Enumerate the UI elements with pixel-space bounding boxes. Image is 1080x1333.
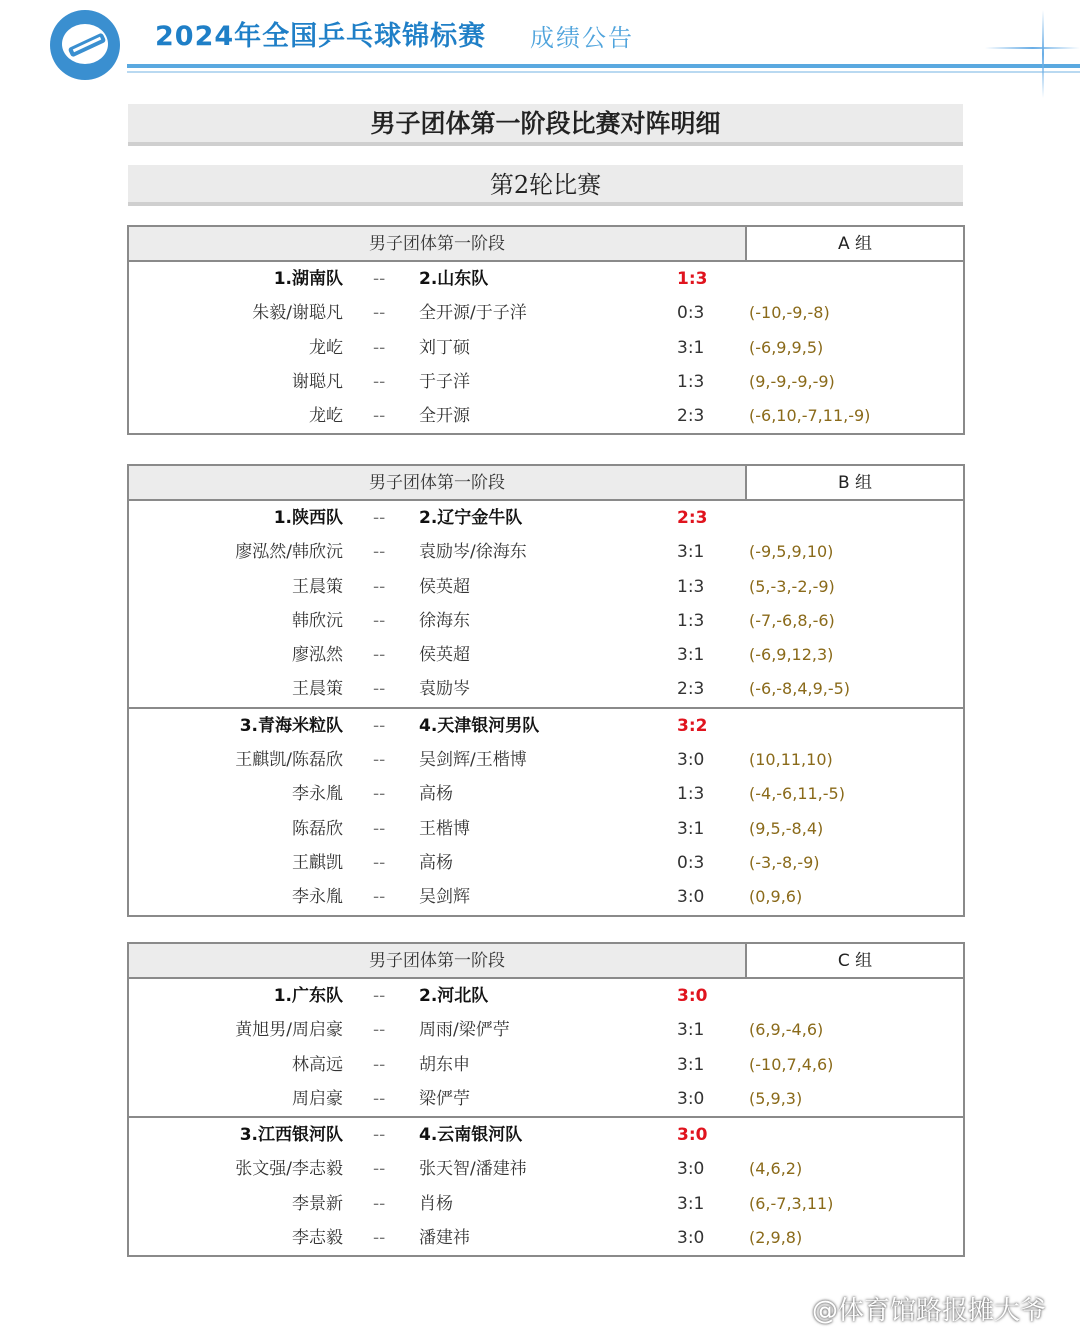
- section-banner-title: 男子团体第一阶段比赛对阵明细: [128, 104, 963, 146]
- round-banner-title: 第2轮比赛: [128, 165, 963, 206]
- team-match-row: [129, 1118, 963, 1152]
- versus-separator: --: [373, 303, 386, 324]
- away-player: 潘建祎: [419, 1228, 470, 1249]
- away-player: 袁励岑: [419, 679, 470, 700]
- away-team: 2.辽宁金牛队: [419, 508, 523, 528]
- game-row: [129, 1187, 963, 1221]
- group-name: C 组: [837, 951, 873, 971]
- home-team: 1.广东队: [273, 986, 343, 1006]
- game-score: 1:3: [677, 576, 705, 597]
- versus-separator: --: [373, 508, 386, 528]
- team-match: [129, 979, 963, 1116]
- group-header: [129, 944, 963, 979]
- versus-separator: --: [373, 337, 386, 358]
- game-detail: (5,-3,-2,-9): [749, 576, 835, 596]
- team-match-row: [129, 709, 963, 743]
- home-player: 王晨策: [292, 679, 343, 700]
- game-row: [129, 1048, 963, 1082]
- game-detail: (6,-7,3,11): [749, 1193, 834, 1213]
- game-detail: (-3,-8,-9): [749, 852, 820, 872]
- team-score: 3:2: [677, 715, 708, 736]
- game-detail: (-6,-8,4,9,-5): [749, 679, 851, 699]
- group-c-table: [127, 942, 965, 1257]
- home-player: 谢聪凡: [292, 371, 343, 392]
- home-player: 李景新: [292, 1193, 343, 1214]
- versus-separator: --: [373, 1125, 386, 1146]
- versus-separator: --: [373, 852, 386, 873]
- home-player: 李永胤: [292, 887, 343, 908]
- away-player: 高杨: [419, 784, 453, 805]
- versus-separator: --: [373, 1228, 386, 1249]
- versus-separator: --: [373, 406, 386, 427]
- page-title: 2024年全国乒乓球锦标赛: [155, 21, 487, 52]
- game-row: [129, 365, 963, 399]
- versus-separator: --: [373, 610, 386, 631]
- group-b-table: [127, 464, 965, 917]
- home-player: 王麒凯/陈磊欣: [235, 750, 343, 771]
- game-score: 3:0: [677, 887, 705, 908]
- team-match: [129, 1116, 963, 1255]
- group-a-table: [127, 225, 965, 435]
- game-score: 1:3: [677, 784, 705, 805]
- versus-separator: --: [373, 1054, 386, 1075]
- away-player: 全开源: [419, 406, 470, 427]
- game-detail: (9,5,-8,4): [749, 818, 824, 838]
- team-score: 3:0: [677, 986, 708, 1006]
- versus-separator: --: [373, 818, 386, 839]
- game-row: [129, 1152, 963, 1186]
- home-player: 黄旭男/周启豪: [235, 1020, 343, 1041]
- header-divider: [127, 64, 1080, 68]
- versus-separator: --: [373, 887, 386, 908]
- stage-label: 男子团体第一阶段: [129, 466, 747, 499]
- game-row: [129, 846, 963, 880]
- group-header: [129, 227, 963, 262]
- game-row: [129, 1013, 963, 1047]
- versus-separator: --: [373, 986, 386, 1006]
- game-score: 3:1: [677, 1054, 705, 1075]
- versus-separator: --: [373, 371, 386, 392]
- group-name: B 组: [837, 473, 873, 493]
- header-divider-thin: [127, 71, 1080, 73]
- game-detail: (-7,-6,8,-6): [749, 610, 835, 630]
- game-row: [129, 672, 963, 706]
- home-player: 陈磊欣: [292, 818, 343, 839]
- game-row: [129, 604, 963, 638]
- game-row: [129, 743, 963, 777]
- home-player: 韩欣沅: [292, 610, 343, 631]
- game-score: 3:1: [677, 542, 705, 563]
- game-row: [129, 570, 963, 604]
- game-row: [129, 399, 963, 433]
- home-team: 3.江西银河队: [239, 1125, 343, 1146]
- team-match: [129, 707, 963, 915]
- away-player: 梁俨苧: [419, 1088, 470, 1109]
- away-player: 周雨/梁俨苧: [419, 1020, 510, 1041]
- game-row: [129, 1082, 963, 1116]
- home-player: 李志毅: [292, 1228, 343, 1249]
- versus-separator: --: [373, 1020, 386, 1041]
- away-player: 王楷博: [419, 818, 470, 839]
- away-player: 侯英超: [419, 576, 470, 597]
- game-score: 3:0: [677, 1228, 705, 1249]
- game-score: 0:3: [677, 303, 705, 324]
- away-player: 吴剑辉: [419, 887, 470, 908]
- away-team: 4.云南银河队: [419, 1125, 523, 1146]
- game-score: 3:0: [677, 1159, 705, 1180]
- versus-separator: --: [373, 645, 386, 666]
- team-match: [129, 262, 963, 433]
- home-player: 李永胤: [292, 784, 343, 805]
- versus-separator: --: [373, 1159, 386, 1180]
- game-score: 1:3: [677, 610, 705, 631]
- away-player: 徐海东: [419, 610, 470, 631]
- game-detail: (0,9,6): [749, 887, 803, 907]
- home-team: 3.青海米粒队: [239, 715, 343, 736]
- group-name: A 组: [837, 234, 873, 254]
- game-detail: (6,9,-4,6): [749, 1020, 824, 1040]
- game-detail: (-6,10,-7,11,-9): [749, 406, 871, 426]
- away-team: 2.山东队: [419, 269, 489, 289]
- sparkle-decoration-horizontal: [985, 47, 1080, 49]
- stage-label: 男子团体第一阶段: [129, 227, 747, 260]
- game-score: 3:1: [677, 645, 705, 666]
- game-row: [129, 638, 963, 672]
- game-score: 3:1: [677, 1193, 705, 1214]
- versus-separator: --: [373, 784, 386, 805]
- watermark: @体育馆路报摊大爷: [812, 1296, 1047, 1326]
- away-player: 吴剑辉/王楷博: [419, 750, 527, 771]
- game-row: [129, 880, 963, 914]
- home-player: 朱毅/谢聪凡: [252, 303, 343, 324]
- game-score: 2:3: [677, 406, 705, 427]
- home-team: 1.陕西队: [273, 508, 343, 528]
- team-match-row: [129, 262, 963, 296]
- home-team: 1.湖南队: [273, 269, 343, 289]
- game-row: [129, 812, 963, 846]
- home-player: 廖泓然: [292, 645, 343, 666]
- sparkle-decoration: [1042, 10, 1044, 98]
- game-row: [129, 535, 963, 569]
- away-player: 全开源/于子洋: [419, 303, 527, 324]
- home-player: 龙屹: [309, 406, 343, 427]
- game-detail: (-9,5,9,10): [749, 542, 834, 562]
- home-player: 张文强/李志毅: [235, 1159, 343, 1180]
- versus-separator: --: [373, 1088, 386, 1109]
- team-match-row: [129, 979, 963, 1013]
- game-detail: (-4,-6,11,-5): [749, 784, 845, 804]
- versus-separator: --: [373, 750, 386, 771]
- away-player: 于子洋: [419, 371, 470, 392]
- game-row: [129, 1221, 963, 1255]
- game-detail: (2,9,8): [749, 1228, 803, 1248]
- team-score: 2:3: [677, 508, 708, 528]
- away-player: 袁励岑/徐海东: [419, 542, 527, 563]
- stage-label: 男子团体第一阶段: [129, 944, 747, 977]
- game-score: 0:3: [677, 852, 705, 873]
- game-detail: (4,6,2): [749, 1159, 803, 1179]
- team-match: [129, 501, 963, 707]
- page-subtitle: 成绩公告: [530, 24, 634, 52]
- home-player: 周启豪: [292, 1088, 343, 1109]
- game-score: 3:0: [677, 1088, 705, 1109]
- versus-separator: --: [373, 576, 386, 597]
- game-detail: (-10,-9,-8): [749, 303, 830, 323]
- game-row: [129, 296, 963, 330]
- away-player: 侯英超: [419, 645, 470, 666]
- game-detail: (-6,9,12,3): [749, 645, 834, 665]
- game-detail: (5,9,3): [749, 1088, 803, 1108]
- versus-separator: --: [373, 1193, 386, 1214]
- game-detail: (9,-9,-9,-9): [749, 371, 835, 391]
- away-player: 高杨: [419, 852, 453, 873]
- game-score: 3:1: [677, 818, 705, 839]
- game-score: 3:1: [677, 337, 705, 358]
- game-detail: (-6,9,9,5): [749, 337, 824, 357]
- home-player: 王麒凯: [292, 852, 343, 873]
- versus-separator: --: [373, 542, 386, 563]
- game-detail: (-10,7,4,6): [749, 1054, 834, 1074]
- header: [0, 0, 1080, 100]
- game-row: [129, 777, 963, 811]
- table-tennis-logo-icon: [50, 10, 120, 80]
- away-team: 4.天津银河男队: [419, 715, 540, 736]
- team-score: 3:0: [677, 1125, 708, 1146]
- versus-separator: --: [373, 269, 386, 289]
- away-player: 张天智/潘建祎: [419, 1159, 527, 1180]
- team-match-row: [129, 501, 963, 535]
- home-player: 王晨策: [292, 576, 343, 597]
- away-player: 胡东申: [419, 1054, 470, 1075]
- away-player: 刘丁硕: [419, 337, 470, 358]
- home-player: 林高远: [292, 1054, 343, 1075]
- game-row: [129, 331, 963, 365]
- home-player: 廖泓然/韩欣沅: [235, 542, 343, 563]
- team-score: 1:3: [677, 269, 708, 289]
- game-score: 3:0: [677, 750, 705, 771]
- game-score: 3:1: [677, 1020, 705, 1041]
- away-team: 2.河北队: [419, 986, 489, 1006]
- group-header: [129, 466, 963, 501]
- game-score: 1:3: [677, 371, 705, 392]
- away-player: 肖杨: [419, 1193, 453, 1214]
- game-detail: (10,11,10): [749, 750, 833, 770]
- home-player: 龙屹: [309, 337, 343, 358]
- versus-separator: --: [373, 715, 386, 736]
- versus-separator: --: [373, 679, 386, 700]
- game-score: 2:3: [677, 679, 705, 700]
